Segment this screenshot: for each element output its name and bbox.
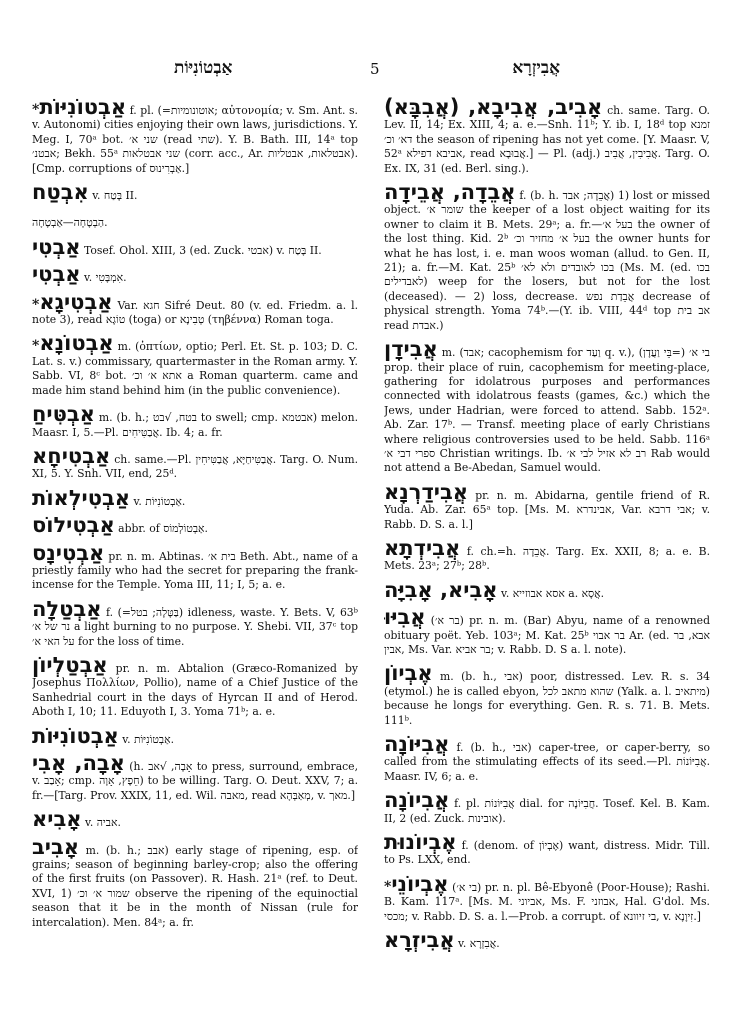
entry-definition: f. (denom. of אֶבְיוֹן) want, distress. Midr. Till. to Ps. LXX, end. [384, 839, 710, 867]
entry-definition: m. (b. h.; בטח, √בט to swell; cmp. אבטמא) melon. Maasr. I, 5.—Pl. אֲבַטִּיחִים. Ib. 4; a. fr. [32, 411, 358, 439]
entry-headword: אַבְטִי [32, 234, 81, 259]
entry-definition: f. (b. h., אבי) caper-tree, or caper-berry, so called from the stimulating effects of its seed.—Pl. אֲבִיּוֹנוֹת. Maasr. IV, 6; a. e. [384, 741, 710, 783]
entry-definition: pr. n. m. Abtinas. בית א׳ Beth. Abt., name of a priestly family who had the secret for preparing the frank-incense for the Temple. Yoma III, 11; I, 5; a. e. [32, 549, 358, 592]
entry-definition: m. (b. h., אבי) poor, distressed. Lev. R. s. 34 (etymol.) he is called ebyon, שהוא מתאב לכל (Yalk. a. l. מיתאיב) because he longs for everything. Gen. R. s. 71. B. Mets. 111ᵇ. [384, 670, 710, 727]
dictionary-entry [32, 808, 358, 830]
entry-headword: אַבְטוֹנָא [39, 331, 114, 356]
entry-definition: ch. same. Targ. O. Lev. II, 14; Ex. XIII, 4; a. e.—Snh. 11ᵇ; Y. ib. I, 18ᵈ top זמנא דא׳ וכ׳ the season of ripening has not yet come. [Y. Maasr. V, 52ᵃ אביבא דפילא, read אֲבוּבָא.] — Pl. (adj.) אֲבִיבִין, אֲבִיב. Targ. O. Ex. IX, 31 (ed. Berl. sing.). [384, 104, 710, 175]
dictionary-entry [384, 606, 710, 657]
dictionary-entry [32, 654, 358, 720]
entry-headword: אֲבִיוֹנָה [384, 788, 450, 813]
entry-definition: ch. same.—Pl. אֲבַטִּיחַיָּא, אֲבַטִּיחִין. Targ. O. Num. XI, 5. Y. Snh. VII, end, 25ᵈ. [32, 452, 358, 481]
entry-definition: v. אַבְטוֹנִיּוֹת. [118, 732, 175, 746]
dictionary-entry [384, 733, 710, 784]
entry-star-mark: * [32, 102, 40, 118]
entry-definition: v. אִמְבָּטִי. [80, 271, 127, 285]
dictionary-entry [32, 514, 358, 536]
entry-star-mark: * [32, 338, 40, 355]
entry-headword: אַבְטִּיחַ [32, 402, 95, 427]
entry-headword: אֲבִיזְרָא [384, 928, 455, 953]
entry-headword: אֲבִידַרְנָא [384, 479, 469, 504]
entry-definition: f. ch.=h. אֲבֵדָה. Targ. Ex. XXII, 8; a. e. B. Mets. 23ᵃ; 27ᵇ; 28ᵇ. [384, 544, 710, 573]
entry-definition: f. (=בַּטָּלָה; בטל) idleness, waste. Y. Bets. V, 63ᵇ נר של א׳ a light burning to no purpose. Y. Shebi. VII, 37ᶜ top על האי א׳ for the loss of time. [32, 605, 358, 648]
entry-definition: v. בָּטַח II. [88, 189, 138, 203]
entry-headword: אָבָה, אָבִי [32, 751, 125, 775]
entry-headword: אֲבִיּוּ [384, 605, 426, 630]
entry-headword: אֲבִידְתָא [384, 535, 461, 560]
dictionary-entry [32, 181, 358, 203]
entry-definition: f. pl. (=אוטונומיות; αὐτονομία; v. Sm. Ant. s. v. Autonomi) cities enjoying their own laws, jurisdictions. Y. Meg. I, 70ᵃ bot. שני א׳ (read שתי). Y. B. Bath. III, 14ᵃ top אבטנ׳; Bekh. 55ᵃ שני אבטלאות (corr. acc., Ar. אבטלאות, אבטליות). [Cmp. corruptions of אַבְרִינוּס.] [32, 104, 358, 175]
entry-definition: f. pl. אֲבִיּוֹנוֹת dial. for חֲבִיּוֹנָה. Tosef. Kel. B. Kam. II, 2 (ed. Zuck. אובינות). [384, 797, 710, 825]
entry-definition: v. אביה. [81, 816, 121, 830]
dictionary-entry [384, 789, 710, 826]
entry-definition: v. אֲבִזְרָא. [454, 937, 500, 951]
entry-headword: אֶבְיוֹנֵי [391, 871, 449, 896]
entry-definition: (בר א׳) pr. n. m. (Bar) Abyu, name of a renowned obituary poët. Yeb. 103ᵃ; M. Kat. 25ᵇ בר אבוי Ar. (ed. אבא, בר אבין, Ms. Var. בר אביא; v. Rabb. D. S a. l. note). [384, 614, 710, 656]
entry-definition: pr. n. m. Abidarna, gentile friend of R. Yuda. Ab. Zar. 65ᵃ top. [Ms. M. אבינדרא, Var. אבי דרבא; v. Rabb. D. S. a. l.] [384, 488, 710, 531]
entry-headword: אַבְטוֹנִיּוֹת [32, 723, 119, 748]
entry-definition: v. אַבְטוֹנִיּוֹת. [130, 494, 186, 508]
dictionary-entry [32, 291, 358, 328]
dictionary-entry [32, 752, 358, 803]
dictionary-entry [384, 537, 710, 574]
entry-headword: אָבִיב, אֲבִיבָא, (אֲבִבָּא) [384, 96, 603, 119]
entry-definition: abbr. of אַבְטוֹלְמוֹס. [114, 522, 208, 536]
dictionary-entry [384, 181, 710, 333]
entry-headword: אָבִיא, אָבִיָּה [384, 577, 498, 602]
dictionary-entry [32, 487, 358, 509]
entry-headword: אַבְטִילוֹס [32, 513, 115, 538]
entry-headword: אֲבֵדָה, אֲבֵידָה [384, 180, 516, 205]
dictionary-entry [384, 96, 710, 176]
entry-definition: v. אסא אבוזייא a. אֲסָא. [497, 586, 605, 600]
dictionary-entry [384, 662, 710, 728]
dictionary-entry [32, 445, 358, 482]
dictionary-entry [384, 929, 710, 951]
entry-definition: m. (ὀπτίων, optio; Perl. Et. St. p. 103; D. C. Lat. s. v.) commissary, quartermaster in the Roman army. Y. Sabb. VI, 8ᶜ bot. אתא א׳ וכ׳ a Roman quarterm. came and made him stand behind him (in the public convenience). [32, 340, 358, 397]
dictionary-entry [384, 579, 710, 601]
entry-headword: אַבְטִי [32, 262, 81, 287]
dictionary-entry [384, 481, 710, 532]
dictionary-entry [32, 542, 358, 593]
entry-definition: (h. אָבָה, √אב to press, surround, embrace, v. אָבַב; cmp. חֵפֶץ, אָוָה) to be willing. Targ. O. Deut. XXV, 7; a. fr.—[Targ. Prov. XXIX, 11, ed. Wil. מאבה, read מְאַבְּהָא, v. מאך.] [32, 760, 358, 802]
dictionary-entry [32, 836, 358, 930]
dictionary-entry [384, 873, 710, 924]
entry-headword: אַבְטִיגָא [39, 289, 113, 314]
running-head-right: אֲבִיזְרָא [512, 58, 560, 78]
running-head [32, 58, 710, 84]
entry-definition: f. (b. h. אֲבֵדָה; אבד) 1) lost or missed object. שומר א׳ the keeper of a lost object waiting for its owner to claim it B. Mets. 29ᵃ; a. fr.—בעל א׳ the owner of the lost thing. Kid. 2ᵇ בעל א׳ מחזיר וכ׳ the owner hunts for what he has lost, i. e. man woos woman (allud. to Gen. II, 21); a. fr.—M. Kat. 25ᵇ בכו לאובדים ולא לא׳ (Ms. M. (ed. בכו לאבדילים) weep for the losers, but not for the lost (deceased). — 2) loss, decrease. אֲבֵדַת נפש decrease of physical strength. Yoma 74ᵇ.—(Y. ib. VIII, 44ᵈ top אב בית read אבדת.) [384, 189, 710, 332]
entry-headword: אַבְטַלְיוֹן [32, 652, 108, 677]
entry-headword: אַבְטִילְאוֹת [32, 485, 131, 510]
entry-headword: אָבִיב [32, 834, 80, 859]
dictionary-entry [384, 338, 710, 476]
entry-definition: Var. חגא Sifré Deut. 80 (v. ed. Friedm. a. l. note 3), read טוֹגָא (toga) or טְבִינָא (τηβέννα) Roman toga. [32, 298, 358, 327]
entry-definition: pr. n. m. Abtalion (Græco-Romanized by Josephus Πολλίων, Pollio), name of a Chief Justice of the Sanhedrial court in the days of Hyrcan II and of Herod. Aboth I, 10; 11. Eduyoth I, 3. Yoma 71ᵇ; a. e. [32, 661, 358, 719]
entry-definition: הַבְטָחָה—אַבְטָחָה. [32, 216, 108, 230]
dictionary-entry [32, 263, 358, 285]
dictionary-entry [384, 831, 710, 868]
right-column [384, 96, 710, 1008]
entry-headword: אֶבְיוֹנוּת [384, 830, 457, 855]
dictionary-entry [32, 598, 358, 649]
entry-headword: אִבְטַח [32, 180, 89, 205]
dictionary-entry [32, 725, 358, 747]
entry-star-mark: * [384, 878, 392, 895]
dictionary-entry [32, 96, 358, 176]
entry-headword: אַבְטִינָס [32, 540, 105, 565]
entry-headword: אֶבְיוֹן [384, 661, 433, 686]
dictionary-entry [32, 332, 358, 398]
entry-headword: אָבִיא [32, 807, 82, 832]
entry-headword: אֲבִיּוֹנָה [384, 732, 450, 757]
entry-star-mark: * [32, 296, 40, 313]
entry-headword: אַבְטִיחָא [32, 443, 111, 468]
columns [32, 96, 710, 1008]
entry-definition: m. (אבד; cacophemism for וַעַד q. v.), בי א׳ (=בֵּי וַעֲדָן) prop. their place of ruin, cacophemism for meeting-place, gathering for idolatrous purposes and performances connected with idolatrous feasts (games, &c.) which the Jews, under Hadrian, were forced to attend. Sabb. 152ᵃ. Ab. Zar. 17ᵇ. — Transf. meeting place of early Christians where religious controversies used to be held. Sabb. 116ᵃ ספרי דבי א׳ Christian writings. Ib. רב לא אזיל לבי א׳ Rab would not attend a Be-Abedan, Samuel would. [384, 346, 710, 475]
dictionary-entry [32, 208, 358, 230]
entry-headword: אֲבִידָן [384, 337, 438, 362]
dictionary-entry [32, 236, 358, 258]
running-head-left: אַבְטוֹנִיּוֹת [174, 58, 233, 78]
entry-definition: Tosef. Ohol. XIII, 3 (ed. Zuck. אבטי) v. בָּטַח II. [80, 243, 322, 257]
dictionary-entry [32, 403, 358, 440]
entry-headword: אַבְטַלָה [32, 596, 102, 621]
left-column [32, 96, 358, 1008]
entry-headword: אַבְטוֹנִיּוֹת [39, 96, 127, 119]
page-number: 5 [370, 60, 380, 78]
entry-definition: m. (b. h.; אבב) early stage of ripening, esp. of grains; season of beginning barley-crop; also the offering of the first fruits (on Passover). R. Hash. 21ᵃ (ref. to Deut. XVI, 1) שמור א׳ וכ׳ observe the ripening of the equinoctial season that it be in the month of Nissan (rule for intercalation). Men. 84ᵃ; a. fr. [32, 843, 358, 929]
entry-definition: (בי א׳) pr. n. pl. Bê-Ebyonê (Poor-House); Rashi. B. Kam. 117ᵃ. [Ms. M. אביוני, Ms. F. אבוזני, Hal. G'dol. Ms. מכסי; v. Rabb. D. S. a. l.—Prob. a corrupt. of בי זיוונא, v. זִיוָנָא.] [384, 880, 710, 923]
